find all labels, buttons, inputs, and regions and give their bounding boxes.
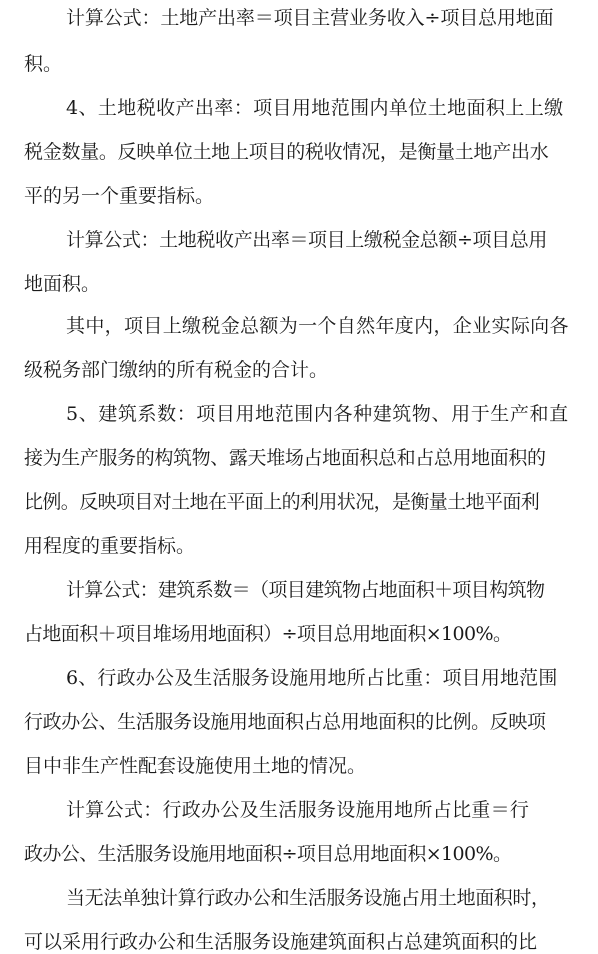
- text-line: 5、建筑系数：项目用地范围内各种建筑物、用于生产和直: [66, 403, 569, 425]
- text-line: 计算公式：行政办公及生活服务设施用地所占比重＝行: [66, 799, 530, 821]
- text-line: 税金数量。反映单位土地上项目的税收情况，是衡量土地产出水: [24, 141, 549, 163]
- text-line: 当无法单独计算行政办公和生活服务设施占用土地面积时，: [66, 887, 550, 909]
- text-line: 可以采用行政办公和生活服务设施建筑面积占总建筑面积的比: [24, 931, 538, 953]
- text-line: 目中非生产性配套设施使用土地的情况。: [24, 755, 367, 777]
- text-line: 地面积。: [24, 273, 101, 295]
- text-line: 级税务部门缴纳的所有税金的合计。: [24, 359, 329, 381]
- text-line: 积。: [24, 53, 63, 75]
- text-line: 平的另一个重要指标。: [24, 185, 215, 207]
- text-line: 计算公式：土地税收产出率＝项目上缴税金总额÷项目总用: [66, 229, 548, 251]
- text-line: 政办公、生活服务设施用地面积÷项目总用地面积×100%。: [24, 843, 512, 865]
- text-line: 计算公式：土地产出率＝项目主营业务收入÷项目总用地面: [66, 7, 554, 29]
- text-line: 接为生产服务的构筑物、露天堆场占地面积总和占总用地面积的: [24, 447, 546, 469]
- text-line: 其中，项目上缴税金总额为一个自然年度内，企业实际向各: [66, 315, 569, 337]
- text-line: 6、行政办公及生活服务设施用地所占比重：项目用地范围: [66, 667, 558, 689]
- text-line: 比例。反映项目对土地在平面上的利用状况，是衡量土地平面利: [24, 491, 540, 513]
- text-line: 行政办公、生活服务设施用地面积占总用地面积的比例。反映项: [24, 711, 546, 733]
- text-line: 用程度的重要指标。: [24, 535, 196, 557]
- text-line: 4、土地税收产出率：项目用地范围内单位土地面积上上缴: [66, 97, 564, 119]
- text-line: 占地面积＋项目堆场用地面积）÷项目总用地面积×100%。: [24, 623, 512, 645]
- text-line: 计算公式：建筑系数＝（项目建筑物占地面积＋项目构筑物: [66, 579, 545, 601]
